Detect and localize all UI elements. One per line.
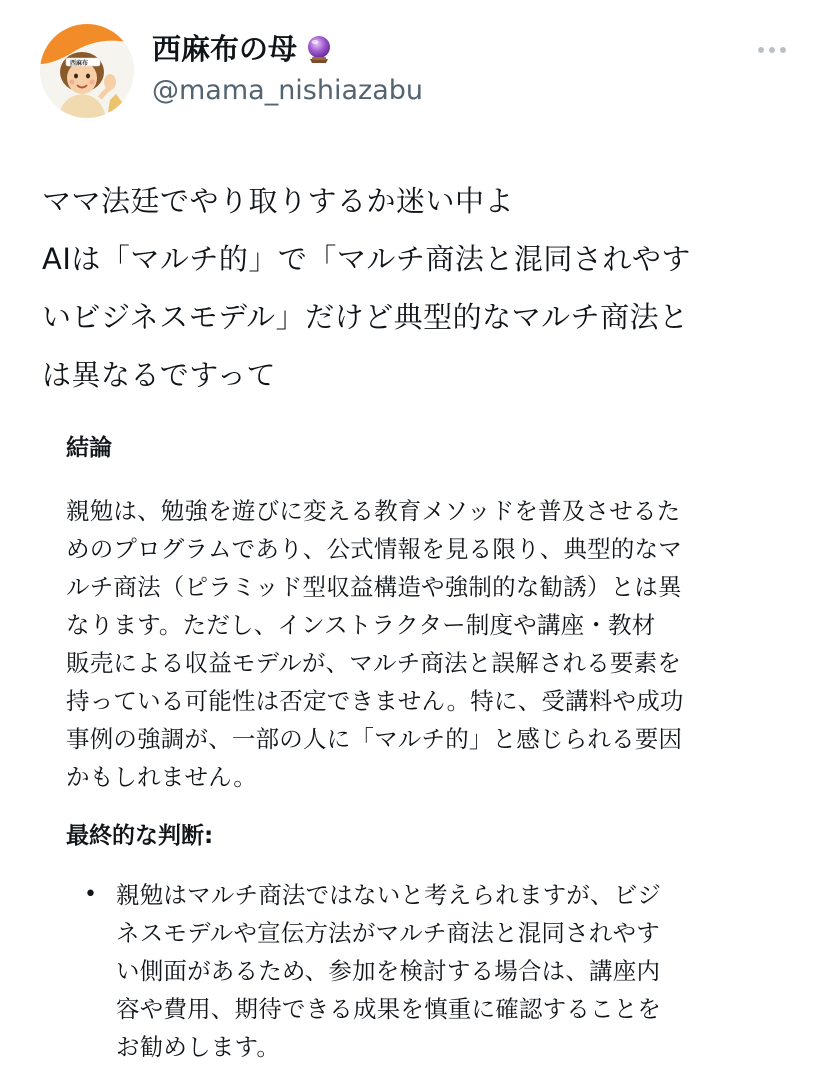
final-judgment-list <box>66 876 786 1066</box>
display-name-text: 西麻布の母 <box>152 32 298 66</box>
more-horizontal-icon <box>757 46 787 54</box>
post-text-line: ママ法廷でやり取りするか迷い中よ <box>42 184 515 218</box>
user-handle[interactable]: @mama_nishiazabu <box>152 75 424 106</box>
post-text-line: AIは「マルチ的」で「マルチ商法と混同されやす <box>42 242 691 276</box>
conclusion-line: ルチ商法（ピラミッド型収益構造や強制的な勧誘）とは異 <box>66 573 682 601</box>
conclusion-line: 親勉は、勉強を遊びに変える教育メソッドを普及させるた <box>66 497 681 525</box>
final-item-line: い側面があるため、参加を検討する場合は、講座内 <box>116 957 661 985</box>
conclusion-paragraph <box>66 492 786 796</box>
final-item-line: ネスモデルや宣伝方法がマルチ商法と混同されやす <box>116 919 660 947</box>
conclusion-heading: 結論 <box>66 435 112 461</box>
crystal-ball-icon <box>303 33 335 65</box>
final-item-line: お勧めします。 <box>116 1033 281 1061</box>
post-text-line: いビジネスモデル」だけど典型的なマルチ商法と <box>42 300 689 334</box>
conclusion-line: かもしれません。 <box>66 763 258 791</box>
post-text-line: は異なるですって <box>42 358 276 392</box>
conclusion-line: 事例の強調が、一部の人に「マルチ的」と感じられる要因 <box>66 725 683 753</box>
post-header <box>0 0 828 130</box>
conclusion-line: 販売による収益モデルが、マルチ商法と誤解される要素を <box>66 649 682 677</box>
avatar[interactable] <box>40 24 134 118</box>
display-name[interactable] <box>152 30 335 68</box>
avatar-illustration <box>40 24 134 118</box>
bullet-icon: • <box>84 882 98 907</box>
post-text <box>42 172 802 404</box>
conclusion-line: なります。ただし、インストラクター制度や講座・教材 <box>66 611 656 639</box>
conclusion-line: めのプログラムであり、公式情報を見る限り、典型的なマ <box>66 535 682 563</box>
conclusion-line: 持っている可能性は否定できません。特に、受講料や成功 <box>66 687 684 715</box>
final-item-line: 親勉はマルチ商法ではないと考えられますが、ビジ <box>116 881 662 909</box>
final-judgment-heading: 最終的な判断: <box>66 823 214 849</box>
more-options-button[interactable] <box>752 38 792 62</box>
list-item <box>66 876 786 1066</box>
avatar-headband-text: 西麻布 <box>70 60 89 67</box>
final-item-line: 容や費用、期待できる成果を慎重に確認することを <box>116 995 662 1023</box>
